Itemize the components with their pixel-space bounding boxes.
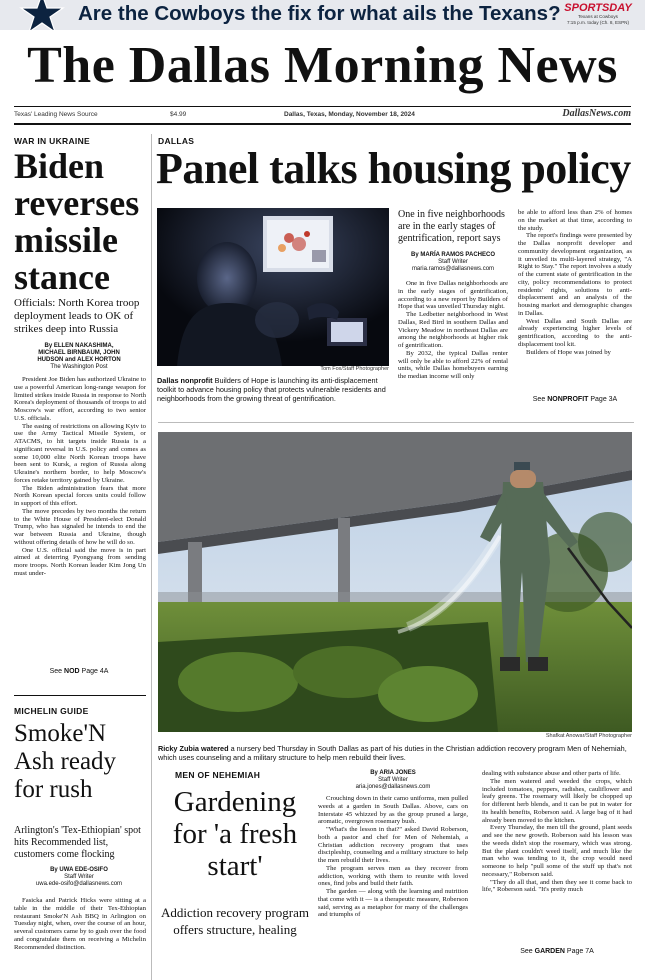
garden-paragraph: Crouching down in their camo uniforms, men pulled weeds at a garden in South Dallas. Above, cars on Interstate 45 whizzed by as the group pruned a large, aromatic, overgrown rosemary bush. [318, 795, 468, 826]
lead-body-col1 [398, 280, 508, 381]
lead-paragraph: The Ledbetter neighborhood in West Dallas, Red Bird in southern Dallas and Vickery Meadow in northeast Dallas are among the neighborhoods at higher risk of gentrification. [398, 311, 508, 349]
jump-see: See [49, 668, 63, 675]
garden-byline [318, 770, 468, 791]
biden-byline-org: The Washington Post [50, 364, 108, 370]
sportsday-logo [556, 2, 640, 25]
biden-byline-1: By ELLEN NAKASHIMA, [44, 343, 114, 349]
garden-paragraph: Every Thursday, the men till the ground, plant seeds and see the new growth. Roberson said his lesson was the weeds didn't stop the rosemary, which was strong. But the plant couldn't weed itself, and much like the man who was tending to it, the crop would need someone to help "pull some of the stuff up that's not necessary," Roberson said. [482, 824, 632, 878]
biden-body [14, 376, 146, 578]
smoke-byline-email: uwa.ede-osifo@dallasnews.com [35, 881, 123, 887]
lead-headline[interactable]: Panel talks housing policy [156, 144, 631, 193]
presentation-photo-art [157, 208, 389, 366]
column-rule [151, 134, 152, 980]
biden-paragraph: The Biden administration fears that more North Korean special forces units could follow in support of this effort. [14, 484, 146, 507]
lead-paragraph: West Dallas and South Dallas are already experiencing higher levels of gentrification, according to the anti-displacement tool kit. [518, 317, 632, 348]
smoke-kicker: MICHELIN GUIDE [14, 706, 89, 716]
biden-kicker: WAR IN UKRAINE [14, 136, 90, 146]
garden-caption [158, 744, 632, 762]
biden-byline-2: MICHAEL BIRNBAUM, JOHN [38, 350, 120, 356]
lead-photo[interactable] [157, 208, 389, 366]
sportsday-brand: SPORTSDAY [564, 2, 632, 14]
lead-byline-name: By MARÍA RAMOS PACHECO [410, 252, 495, 258]
lead-body-col2 [518, 209, 632, 356]
left-divider [14, 695, 146, 696]
garden-paragraph: The garden — along with the learning and nutrition that come with it — is a therapeutic measure, Roberson said, serving as a metaphor for many of the challenges and triumphs of [318, 888, 468, 919]
banner-headline[interactable]: Are the Cowboys the fix for what ails the Texans? [78, 2, 561, 25]
biden-jump-link[interactable] [14, 668, 144, 675]
biden-byline-3: HUDSON and ALEX HORTON [37, 357, 121, 363]
jump-page: Page 3A [590, 396, 618, 403]
lead-deck: One in five neighborhoods are in the early stages of gentrification, report says [398, 209, 505, 244]
garden-body-col1 [318, 795, 468, 919]
garden-kicker: MEN OF NEHEMIAH [175, 770, 261, 780]
lead-byline-role: Staff Writer [438, 259, 468, 265]
biden-deck: Officials: North Korea troop deployment leads to OK of strikes deep into Russia [14, 297, 140, 335]
smoke-byline-name: By UWA EDE-OSIFO [50, 867, 108, 873]
lead-paragraph: Builders of Hope was joined by [526, 348, 611, 356]
garden-paragraph: "What's the lesson in that?" asked David Roberson, both a pastor and chef for Men of Nehemiah, a Christian addiction recovery program that uses discipleship, counseling and a military structure to help the men rebuild their lives. [318, 826, 468, 864]
garden-photo[interactable] [158, 432, 632, 732]
masthead-title: The Dallas Morning News [27, 37, 618, 94]
garden-byline-role: Staff Writer [378, 777, 408, 783]
biden-byline [14, 343, 144, 371]
cowboys-star-logo [14, 0, 70, 30]
lead-kicker: DALLAS [158, 136, 195, 146]
garden-paragraph: The program serves men as they recover from addiction, working with them to reunite with loved ones, find jobs and build their faith. [318, 864, 468, 888]
price: $4.99 [170, 111, 187, 118]
jump-ref: NOD [64, 668, 80, 675]
biden-paragraph: President Joe Biden has authorized Ukraine to use a powerful American long-range weapon for limited strikes inside Russia in response to North Korea's deployment of thousands of troops to aid Moscow's war effort, according to two senior U.S. officials. [14, 376, 146, 422]
lead-caption-text: Builders of Hope is launching its anti-displacement toolkit to advance housing policy that protects vulnerable residents and neighborhoods from the growing threat of gentrification. [157, 376, 386, 403]
smoke-byline [14, 867, 144, 888]
garden-jump-link[interactable] [482, 948, 632, 955]
promo-line-2: 7:15 p.m. today (Ch. 8, ESPN) [566, 19, 630, 25]
masthead-rule-top [14, 106, 631, 107]
jump-ref: NONPROFIT [547, 396, 589, 403]
lead-caption-lead: Dallas nonprofit [157, 376, 213, 385]
lead-paragraph: The report's findings were presented by the Dallas nonprofit developer and community development organization, as it unveiled its multi-layered strategy, "A Right to Stay." The report involves a study of the current state of gentrification in the city, policy recommendations to protect residents' rights, solutions to anti-displacement and an analysis of the housing market and demographic changes in Dallas. [518, 232, 632, 317]
lead-jump-link[interactable] [518, 396, 632, 403]
garden-caption-text: a nursery bed Thursday in South Dallas as part of his duties in the Christian addiction recovery program Men of Nehemiah, which uses counseling and a military structure to help men rebuild their lives. [158, 744, 627, 762]
smoke-deck: Arlington's 'Tex-Ethiopian' spot hits Recommended list, customers come flocking [14, 825, 141, 860]
lead-photo-credit: Tom Fox/Staff Photographer [320, 366, 389, 372]
garden-byline-name: By ARIA JONES [370, 770, 416, 776]
garden-paragraph: dealing with substance abuse and other parts of life. [482, 770, 621, 777]
masthead-rule-bottom [14, 123, 631, 125]
smoke-headline[interactable]: Smoke'N Ash ready for rush [14, 720, 117, 803]
sports-promo-banner[interactable] [0, 0, 645, 30]
jump-page: Page 4A [81, 668, 109, 675]
lead-paragraph: By 2032, the typical Dallas renter will only be able to afford 22% of rental units, while Dallas homebuyers earning the median income will only [398, 349, 508, 380]
garden-headline[interactable]: Gardening for 'a fresh start' [172, 786, 298, 882]
garden-paragraph: "They do all that, and then they see it come back to life," Roberson said. "It's pretty much [482, 878, 632, 894]
biden-paragraph: The easing of restrictions on allowing Kyiv to use the Army Tactical Missile System, or ATACMS, to hit targets inside Russia is a significant reversal in U.S. policy and comes as some 10,000 elite North Korean troops have been sent to Kursk, a region of Russia along Ukraine's northern border, to help Moscow's forces retake territory gained by Ukraine. [14, 422, 146, 484]
garden-body-col2 [482, 770, 632, 894]
smoke-byline-role: Staff Writer [64, 874, 94, 880]
dateline-bar [14, 108, 631, 122]
biden-paragraph: One U.S. official said the move is in part aimed at deterring Pyongyang from sending more troops. North Korean leader Kim Jong Un must under- [14, 546, 146, 577]
lead-byline-email: maria.ramos@dallasnews.com [411, 266, 495, 272]
jump-ref: GARDEN [534, 948, 565, 955]
jump-see: See [520, 948, 533, 955]
garden-byline-email: aria.jones@dallasnews.com [355, 784, 431, 790]
lead-divider [158, 422, 634, 423]
website-link[interactable]: DallasNews.com [562, 108, 631, 119]
jump-page: Page 7A [566, 948, 594, 955]
issue-date: Dallas, Texas, Monday, November 18, 2024 [284, 111, 415, 118]
smoke-body [14, 897, 146, 952]
garden-deck: Addiction recovery program offers structure, healing [160, 905, 309, 937]
jump-see: See [532, 396, 546, 403]
garden-photo-credit: Shafkat Anowar/Staff Photographer [545, 733, 632, 739]
smoke-paragraph: Fasicka and Patrick Hicks were sitting at a table in the middle of their Tex-Ethiopian restaurant Smoke'N Ash BBQ in Arlington on Tuesday night, when, over the course of an hour, several customers came by to gush over the food and congratulate them on receiving a Michelin Recommended distinction. [14, 897, 146, 951]
promo-line-1: Texans at Cowboys [578, 14, 618, 19]
garden-caption-lead: Ricky Zubia watered [158, 744, 229, 753]
biden-headline[interactable]: Biden reverses missile stance [14, 146, 140, 297]
garden-photo-art [158, 432, 632, 732]
biden-paragraph: The move precedes by two months the return to the White House of President-elect Donald Trump, who has signaled he intends to end the war between Russia and Ukraine, though without offering details of how he will do so. [14, 507, 146, 546]
garden-paragraph: The men watered and weeded the crops, which included tomatoes, peppers, radishes, cauliflower and leafy greens. The rosemary will likely be chopped up for different herb blends, and it can be put in water for its health benefits, Roberson said. A large bag of it had already been moved to the kitchen. [482, 777, 632, 824]
lead-paragraph: One in five Dallas neighborhoods are in the early stages of gentrification, according to a new report by Builders of Hope that was unveiled Thursday night. [398, 280, 508, 311]
lead-byline [398, 252, 508, 273]
tagline: Texas' Leading News Source [14, 111, 98, 118]
lead-caption [157, 376, 389, 403]
lead-paragraph: be able to afford less than 2% of homes on the market at that time, according to the study. [518, 209, 632, 232]
